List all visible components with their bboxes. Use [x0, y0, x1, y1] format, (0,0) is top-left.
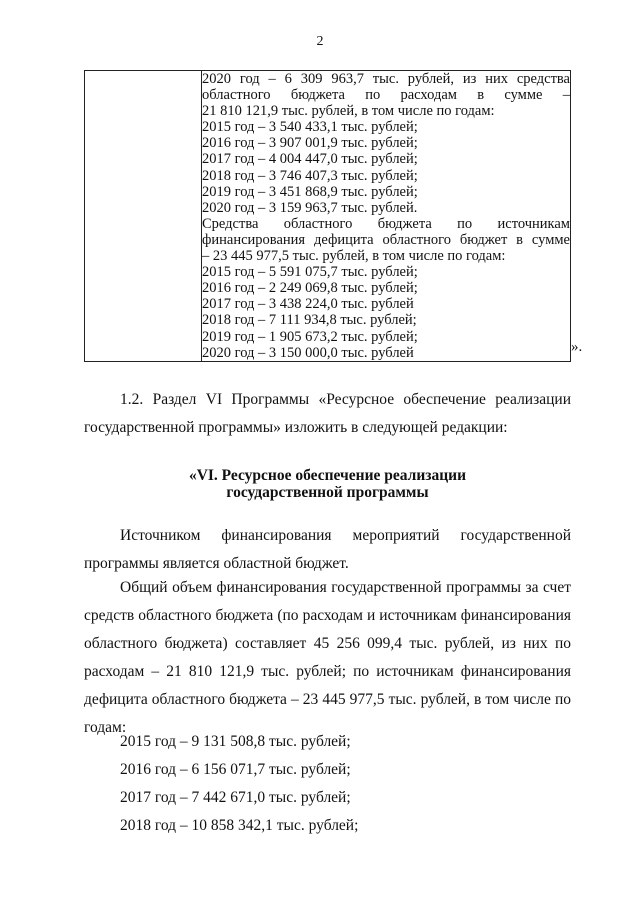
paragraph-line: программы является областной бюджет.	[84, 555, 349, 572]
table-left-cell	[85, 71, 202, 362]
paragraph-line: 1.2. Раздел VI Программы «Ресурсное обеспечение реализации	[120, 391, 571, 408]
paragraph-line: годам:	[84, 719, 127, 736]
program-passport-table	[84, 70, 571, 362]
table-line: 2020 год – 6 309 963,7 тыс. рублей, из них средства	[202, 71, 570, 87]
table-right-cell	[202, 71, 571, 362]
year-item: 2018 год – 10 858 342,1 тыс. рублей;	[120, 817, 359, 834]
years-list	[120, 728, 358, 840]
paragraph-line: Общий объем финансирования государственной программы за счет	[120, 579, 571, 596]
table-line: 2017 год – 4 004 447,0 тыс. рублей;	[202, 151, 418, 168]
year-item: 2015 год – 9 131 508,8 тыс. рублей;	[120, 733, 351, 750]
year-item: 2017 год – 7 442 671,0 тыс. рублей;	[120, 789, 351, 806]
table-line: 2018 год – 7 111 934,8 тыс. рублей;	[202, 312, 417, 329]
paragraph-line: средств областного бюджета (по расходам и источникам финансирования	[84, 607, 571, 624]
table-line: финансирования дефицита областного бюджет в сумме	[202, 231, 570, 248]
paragraph-source	[84, 522, 571, 578]
paragraph-line: дефицита областного бюджета – 23 445 977,5 тыс. рублей, в том числе по	[84, 691, 571, 708]
heading-line: государственной программы	[226, 484, 429, 501]
table-line: 2016 год – 3 907 001,9 тыс. рублей;	[202, 135, 418, 152]
paragraph-total	[84, 574, 571, 742]
table-line: 2018 год – 3 746 407,3 тыс. рублей;	[202, 167, 418, 184]
table-line: 2015 год – 3 540 433,1 тыс. рублей;	[202, 119, 418, 136]
table-line: 2019 год – 1 905 673,2 тыс. рублей;	[202, 328, 418, 345]
table-line: – 23 445 977,5 тыс. рублей, в том числе по годам:	[202, 248, 506, 265]
paragraph-line: областного бюджета) составляет 45 256 099,4 тыс. рублей, из них по	[84, 635, 571, 652]
page-number: 2	[316, 34, 324, 49]
section-heading	[84, 467, 571, 501]
table-line: Средства областного бюджета по источникам	[202, 215, 570, 232]
table-line: 2016 год – 2 249 069,8 тыс. рублей;	[202, 280, 418, 297]
closing-quote: ».	[571, 339, 583, 355]
paragraph-1-2	[84, 386, 571, 442]
table-line: 2015 год – 5 591 075,7 тыс. рублей;	[202, 264, 418, 281]
paragraph-line: государственной программы» изложить в следующей редакции:	[84, 419, 508, 436]
paragraph-line: расходам – 21 810 121,9 тыс. рублей; по источникам финансирования	[84, 663, 571, 680]
paragraph-line: Источником финансирования мероприятий государственной	[120, 527, 571, 544]
table-line: областного бюджета по расходам в сумме –	[202, 87, 570, 104]
year-item: 2016 год – 6 156 071,7 тыс. рублей;	[120, 761, 351, 778]
table-line: 2017 год – 3 438 224,0 тыс. рублей	[202, 296, 414, 313]
heading-line: «VI. Ресурсное обеспечение реализации	[188, 467, 467, 484]
table-line: 21 810 121,9 тыс. рублей, в том числе по годам:	[202, 103, 495, 120]
table-line: 2019 год – 3 451 868,9 тыс. рублей;	[202, 183, 418, 200]
table-line: 2020 год – 3 150 000,0 тыс. рублей	[202, 344, 414, 361]
table-line: 2020 год – 3 159 963,7 тыс. рублей.	[202, 199, 418, 216]
